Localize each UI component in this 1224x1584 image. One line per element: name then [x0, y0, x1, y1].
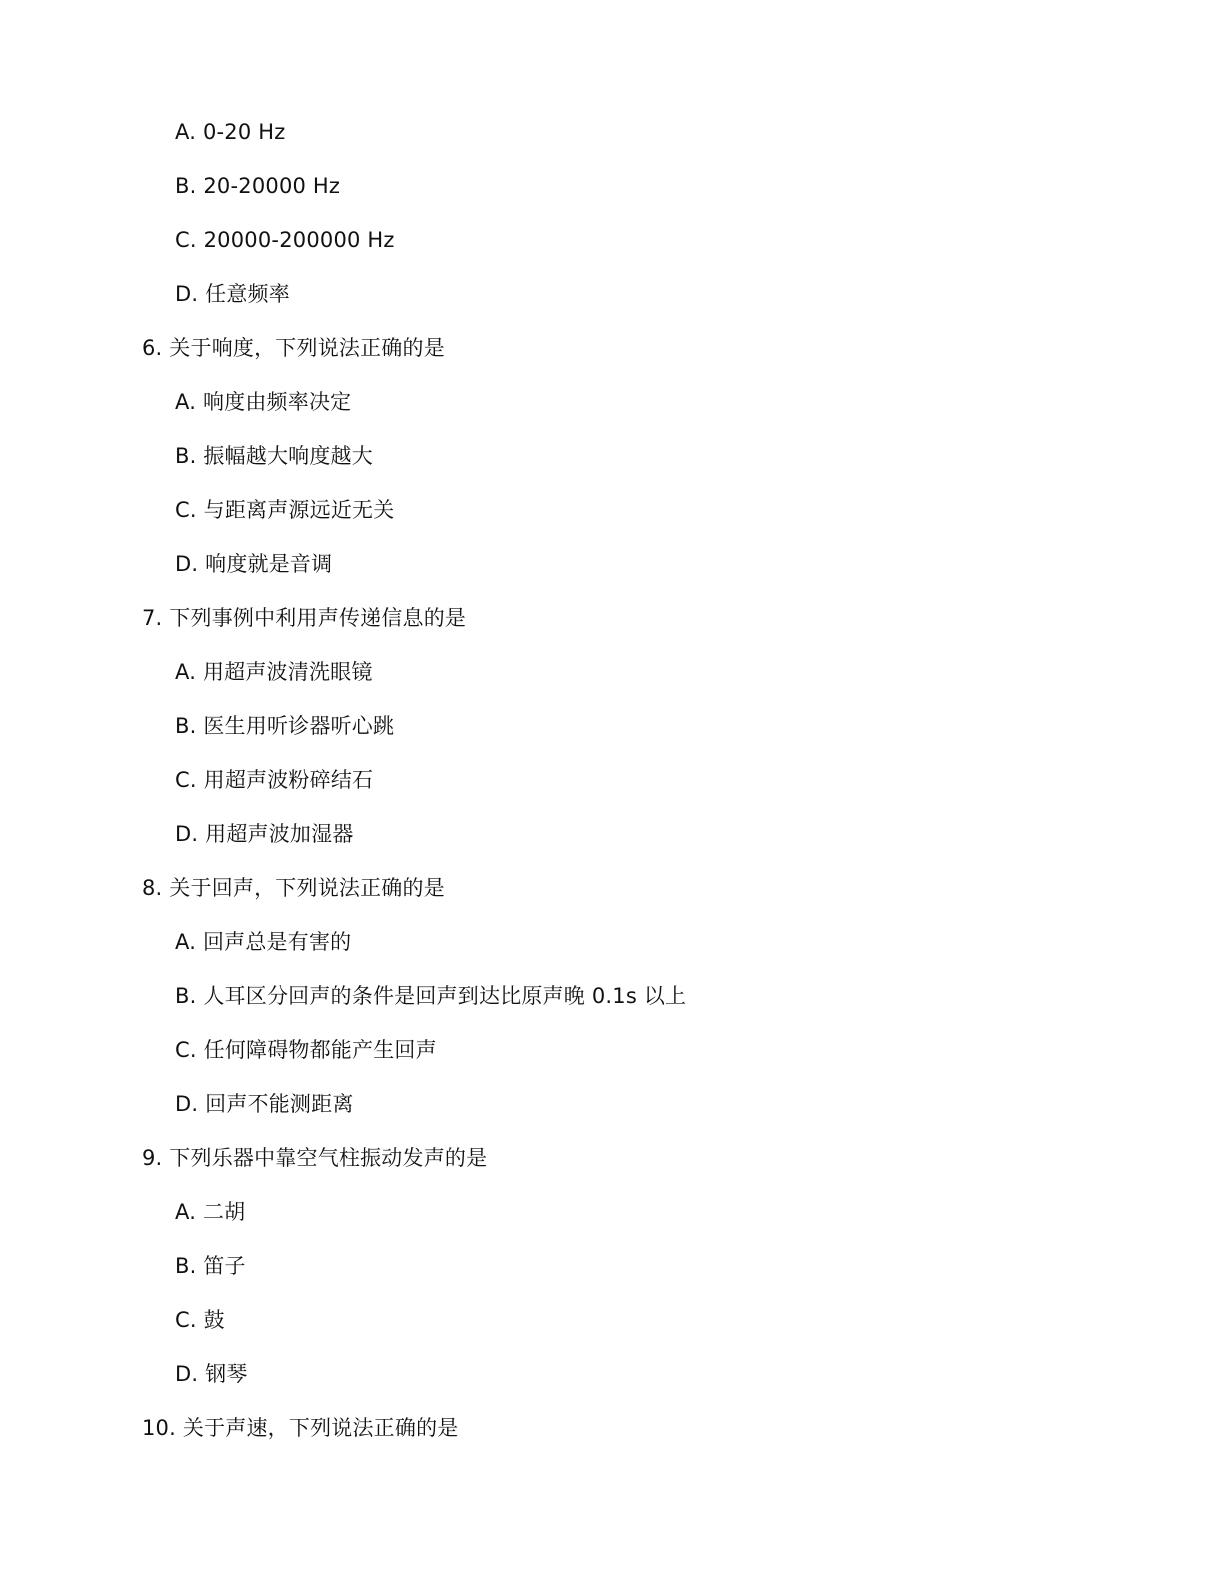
q7-option-d: D. 用超声波加湿器 [175, 822, 354, 846]
q6-option-b: B. 振幅越大响度越大 [175, 444, 373, 468]
question-7-stem: 7. 下列事例中利用声传递信息的是 [142, 606, 467, 630]
q9-option-a: A. 二胡 [175, 1200, 246, 1224]
q8-option-c: C. 任何障碍物都能产生回声 [175, 1038, 437, 1062]
question-10-stem: 10. 关于声速，下列说法正确的是 [142, 1416, 459, 1440]
q9-option-d: D. 钢琴 [175, 1362, 248, 1386]
q6-option-d: D. 响度就是音调 [175, 552, 333, 576]
q8-option-b: B. 人耳区分回声的条件是回声到达比原声晚 0.1s 以上 [175, 984, 687, 1008]
q5-option-a: A. 0-20 Hz [175, 120, 286, 144]
q6-option-a: A. 响度由频率决定 [175, 390, 352, 414]
q7-option-b: B. 医生用听诊器听心跳 [175, 714, 395, 738]
q9-option-b: B. 笛子 [175, 1254, 246, 1278]
question-6-stem: 6. 关于响度，下列说法正确的是 [142, 336, 445, 360]
q5-option-c: C. 20000-200000 Hz [175, 228, 395, 252]
q8-option-a: A. 回声总是有害的 [175, 930, 352, 954]
q9-option-c: C. 鼓 [175, 1308, 225, 1332]
q5-option-b: B. 20-20000 Hz [175, 174, 341, 198]
q7-option-c: C. 用超声波粉碎结石 [175, 768, 374, 792]
q5-option-d: D. 任意频率 [175, 282, 290, 306]
question-9-stem: 9. 下列乐器中靠空气柱振动发声的是 [142, 1146, 488, 1170]
q8-option-d: D. 回声不能测距离 [175, 1092, 354, 1116]
question-8-stem: 8. 关于回声，下列说法正确的是 [142, 876, 445, 900]
q7-option-a: A. 用超声波清洗眼镜 [175, 660, 373, 684]
q6-option-c: C. 与距离声源远近无关 [175, 498, 395, 522]
